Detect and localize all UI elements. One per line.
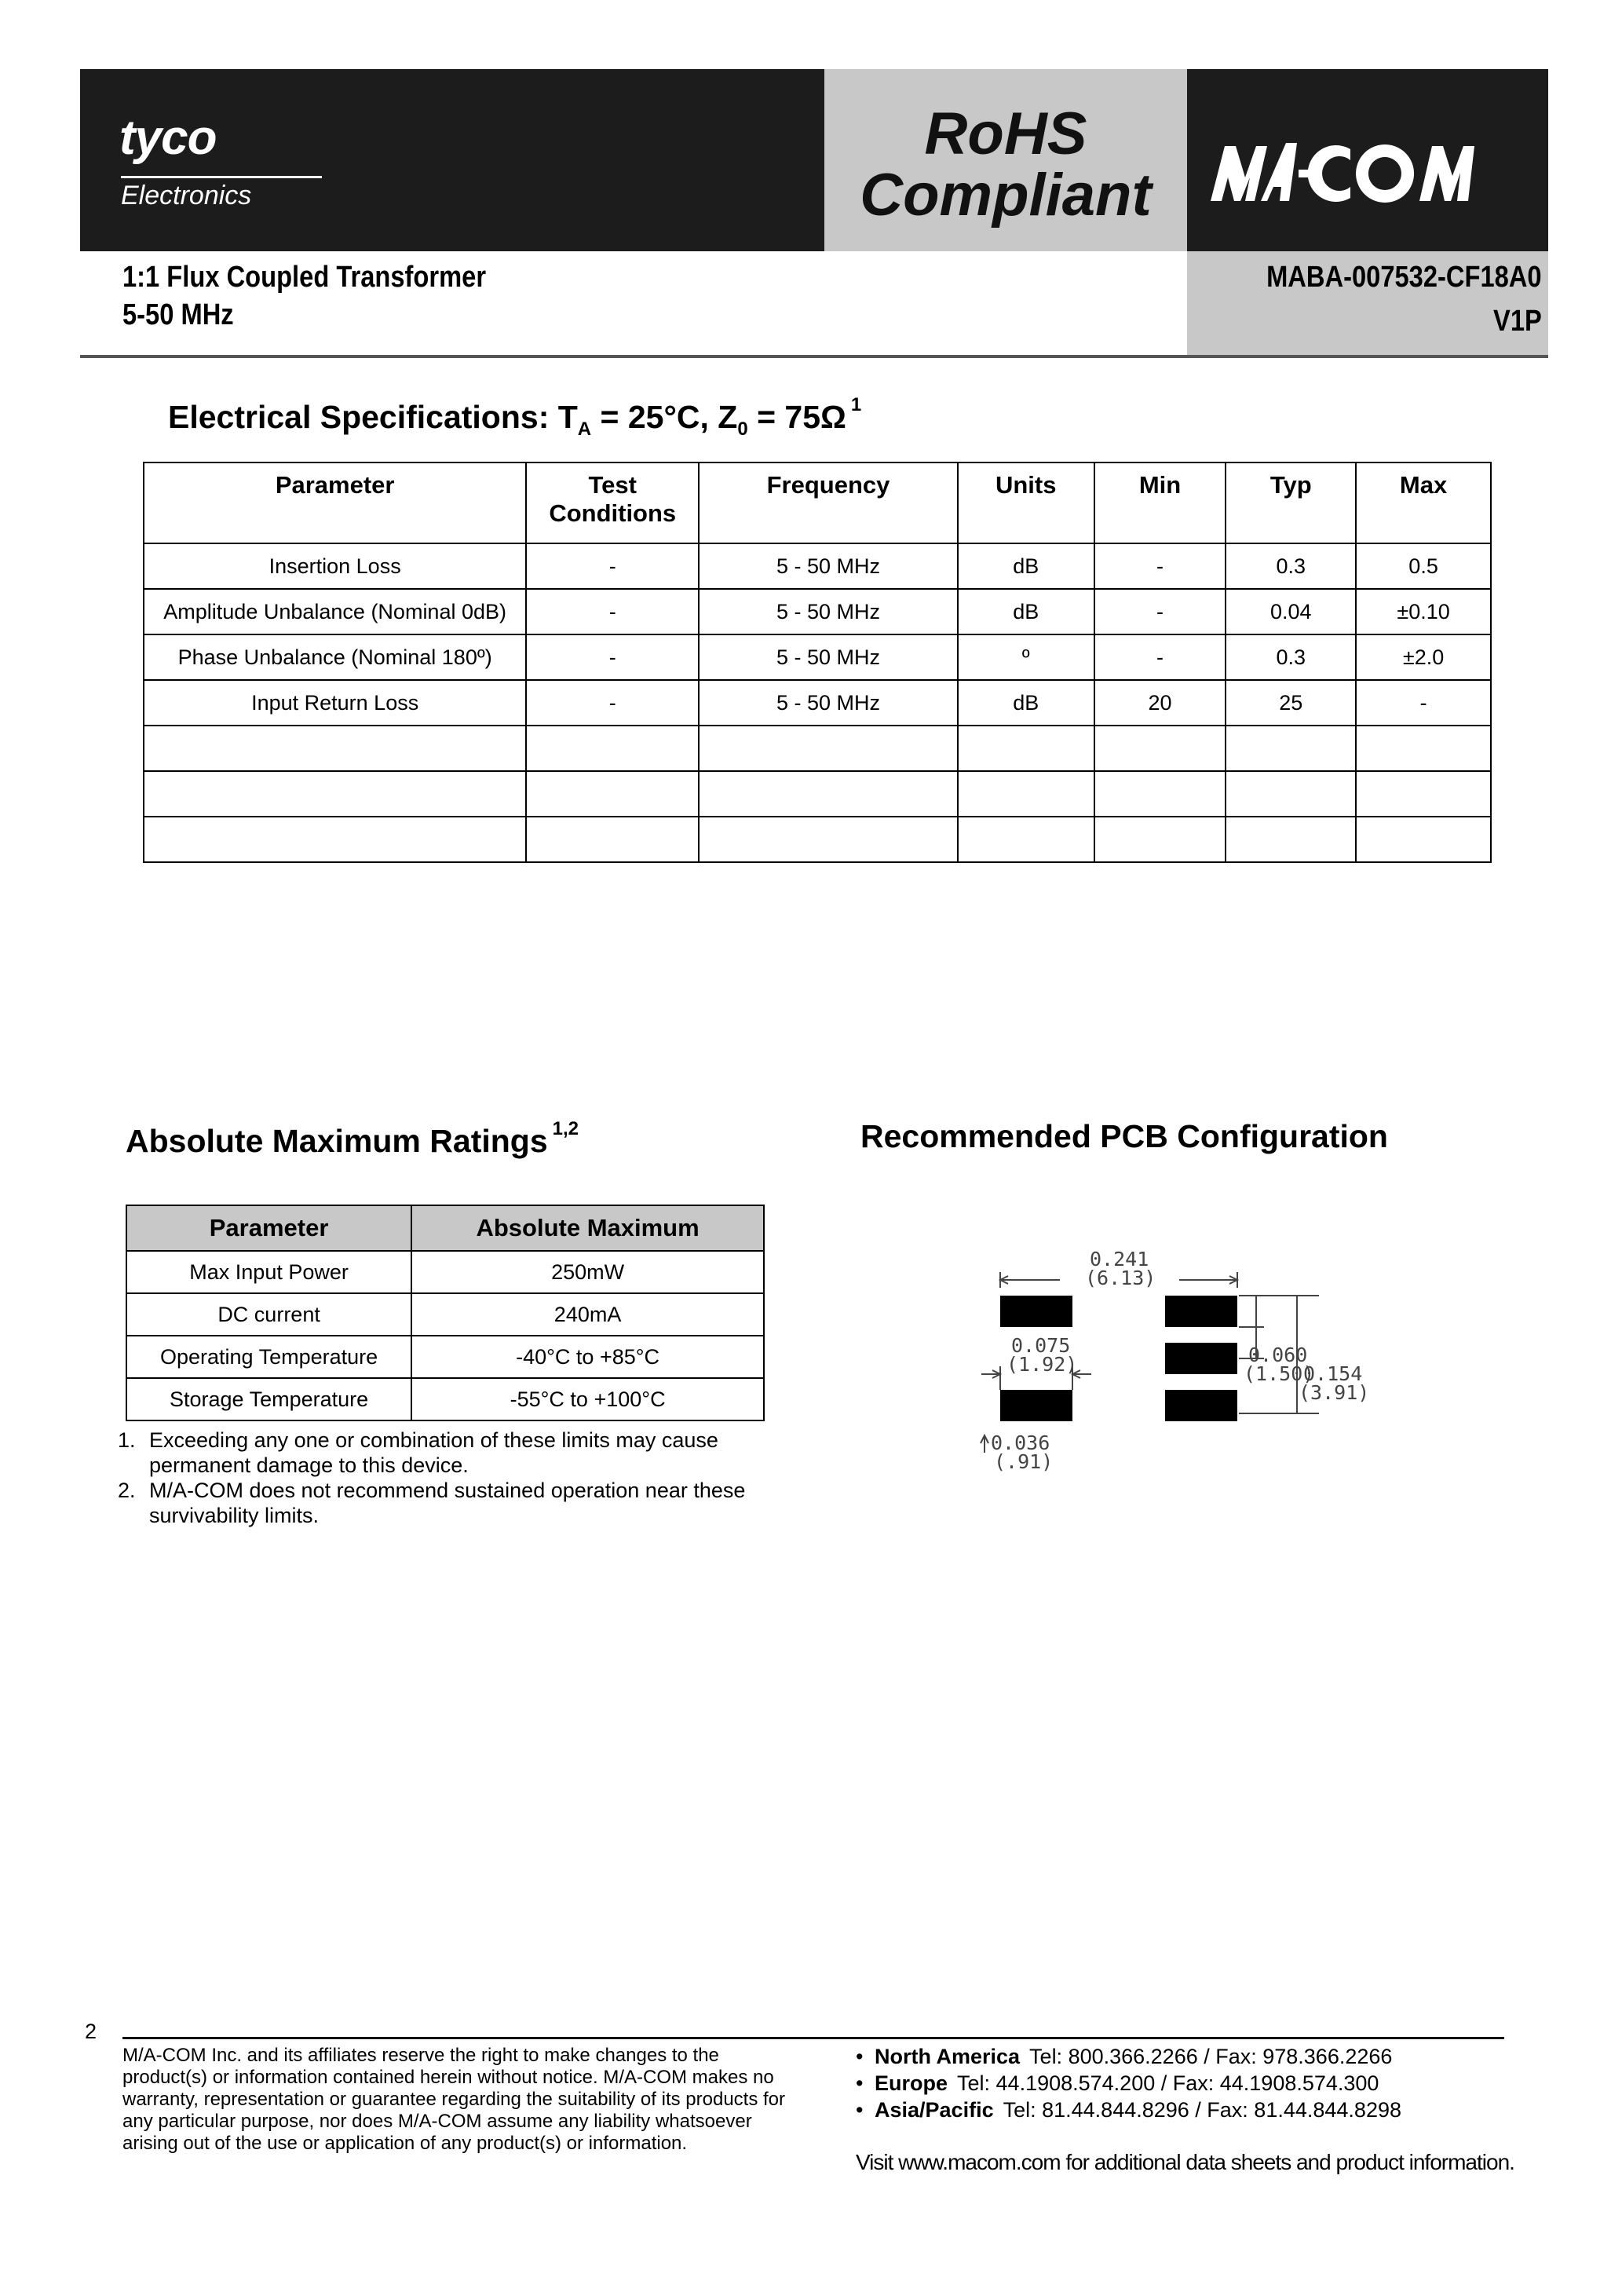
table-cell: 0.5 [1356,543,1491,589]
part-version: V1P [1493,305,1542,338]
table-cell: Operating Temperature [126,1336,411,1378]
table-cell: ±2.0 [1356,634,1491,680]
tyco-logo-wordmark: tyco [119,111,217,165]
amr-notes [118,1428,793,1528]
table-cell: - [526,543,699,589]
table-cell: Input Return Loss [144,680,526,726]
macom-logo-panel [1187,69,1548,251]
table-cell: dB [958,589,1094,634]
table-cell: 5 - 50 MHz [699,543,958,589]
amr-heading: Absolute Maximum Ratings $^{1,2}$ [126,1118,579,1159]
footer-disclaimer: M/A-COM Inc. and its affiliates reserve the right to make changes to the product(s) or information contained herein without notice. M/A-COM makes no warranty, representation or guarantee regarding the suitability of its products for any particular purpose, nor does M/A-COM assume any liability whatsoever arising out of the use or application of any product(s) or information. [122,2045,786,2154]
title-divider [80,355,1548,358]
table-cell: - [1094,543,1226,589]
rohs-panel [824,69,1187,251]
dim-pad-in: 0.036 [991,1431,1050,1454]
dim-height-mm: (3.91) [1299,1381,1370,1404]
contact-item: • Europe Tel: 44.1908.574.200 / Fax: 44.1908.574.300 [853,2070,1543,2097]
table-row [144,680,1491,726]
table-cell: 20 [1094,680,1226,726]
table-header-row [144,462,1491,543]
pcb-pad [1165,1390,1237,1421]
tyco-logo-panel [80,69,824,251]
table-cell: Storage Temperature [126,1378,411,1420]
column-header: Units [958,462,1094,543]
website-line: Visit www.macom.com for additional data sheets and product information. [856,2150,1514,2174]
table-row [144,634,1491,680]
compliant-line: Compliant [860,162,1152,229]
product-frequency-range: 5-50 MHz [122,298,234,331]
rohs-line: RoHS [924,101,1087,167]
table-cell: DC current [126,1293,411,1336]
table-cell: - [1356,680,1491,726]
empty-table-row [144,817,1491,862]
table-cell: º [958,634,1094,680]
macom-logo [1211,138,1525,209]
table-cell: 5 - 50 MHz [699,634,958,680]
pcb-pad [1000,1390,1072,1421]
electrical-specs-heading: Electrical Specifications: $T_A = 25^\circ C$, $Z_0 = 75\Omega$ $^1$ [168,394,862,441]
table-header-row [126,1205,764,1251]
empty-table-row [144,771,1491,817]
table-cell: -55°C to +100°C [411,1378,764,1420]
contact-item: • Asia/Pacific Tel: 81.44.844.8296 / Fax: 81.44.844.8298 [853,2097,1543,2123]
table-cell: - [526,680,699,726]
table-cell: dB [958,680,1094,726]
pcb-heading: Recommended PCB Configuration [860,1118,1388,1154]
column-header: Frequency [699,462,958,543]
table-row [144,589,1491,634]
table-cell: 0.04 [1226,589,1356,634]
table-cell: - [526,589,699,634]
table-cell: 5 - 50 MHz [699,589,958,634]
note-item: 1. Exceeding any one or combination of these limits may cause permanent damage to this device. [118,1428,718,1477]
amr-table [126,1205,765,1421]
table-cell: 5 - 50 MHz [699,680,958,726]
table-cell: Amplitude Unbalance (Nominal 0dB) [144,589,526,634]
column-header: Parameter [126,1205,411,1251]
pcb-pad [1165,1296,1237,1327]
pcb-footprint-diagram [974,1241,1370,1500]
table-cell: -40°C to +85°C [411,1336,764,1378]
tyco-logo-rule [121,176,322,178]
table-cell: 0.3 [1226,634,1356,680]
footer-contacts [853,2043,1543,2123]
footer-divider [122,2037,1504,2039]
table-cell: Max Input Power [126,1251,411,1293]
table-cell: - [1094,634,1226,680]
electrical-specs-table [143,462,1492,863]
contact-item: • North America Tel: 800.366.2266 / Fax: 978.366.2266 [853,2043,1543,2070]
note-item: 2. M/A-COM does not recommend sustained operation near these survivability limits. [118,1479,746,1527]
column-header: Min [1094,462,1226,543]
table-cell: ±0.10 [1356,589,1491,634]
table-cell: Insertion Loss [144,543,526,589]
column-header: Parameter [144,462,526,543]
dim-height-in: 0.154 [1303,1362,1363,1385]
table-cell: 240mA [411,1293,764,1336]
dim-pad-mm: (.91) [994,1450,1054,1473]
column-header: Absolute Maximum [411,1205,764,1251]
table-row [144,543,1491,589]
dim-width-in: 0.241 [1090,1248,1149,1270]
table-cell: dB [958,543,1094,589]
table-cell: - [1094,589,1226,634]
column-header: Max [1356,462,1491,543]
dim-gap-mm: (1.92) [1006,1353,1078,1376]
pcb-pad [1165,1343,1237,1374]
table-row [126,1251,764,1293]
column-header: Test Conditions [526,462,699,543]
page-number: 2 [85,2020,97,2043]
table-cell: 250mW [411,1251,764,1293]
table-row [126,1336,764,1378]
empty-table-row [144,726,1491,771]
rohs-compliant-label [824,101,1187,229]
table-row [126,1378,764,1420]
dim-gap-in: 0.075 [1011,1334,1071,1357]
product-title: 1:1 Flux Coupled Transformer [122,261,487,294]
part-number: MABA-007532-CF18A0 [1266,261,1542,294]
table-cell: 25 [1226,680,1356,726]
table-cell: Phase Unbalance (Nominal 180º) [144,634,526,680]
table-cell: 0.3 [1226,543,1356,589]
column-header: Typ [1226,462,1356,543]
tyco-logo-subtitle: Electronics [121,181,252,210]
table-row [126,1293,764,1336]
dim-width-mm: (6.13) [1085,1267,1156,1289]
dim-pitch-mm: (1.50) [1244,1362,1315,1385]
dim-pitch-in: 0.060 [1248,1344,1308,1366]
table-cell: - [526,634,699,680]
pcb-pad [1000,1296,1072,1327]
